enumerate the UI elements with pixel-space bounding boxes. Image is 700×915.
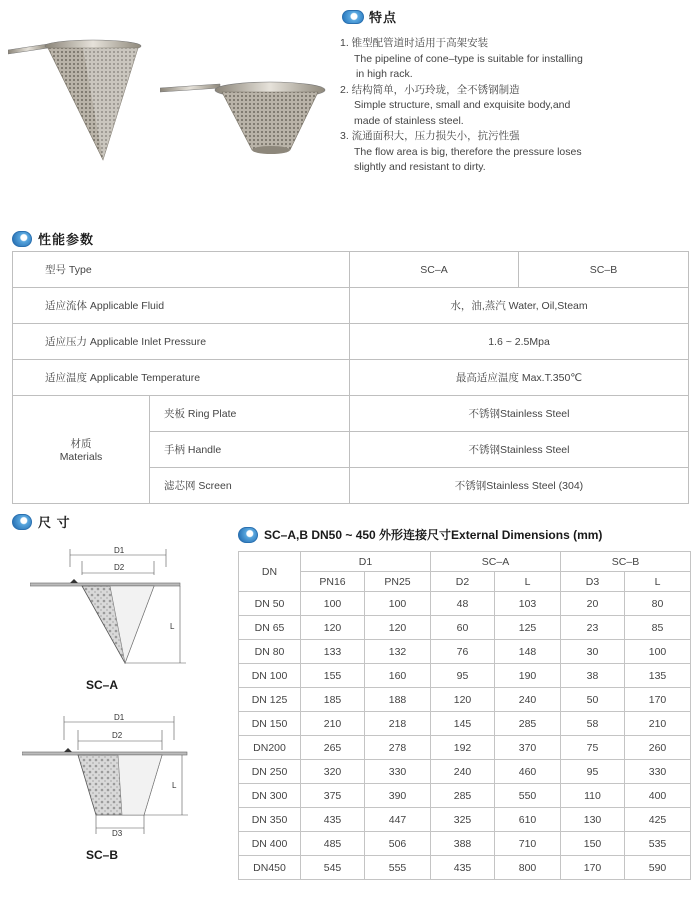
temperature-value: 最高适应温度 Max.T.350℃ xyxy=(350,360,689,396)
cell-sc-a-d2: 95 xyxy=(431,664,495,688)
cell-d1-pn25: 330 xyxy=(365,760,431,784)
header-pn16: PN16 xyxy=(301,572,365,592)
product-photo-cone-strainer xyxy=(8,30,168,165)
cell-sc-b-d3: 38 xyxy=(561,664,625,688)
cell-sc-b-d3: 170 xyxy=(561,856,625,880)
cell-d1-pn25: 555 xyxy=(365,856,431,880)
cell-sc-a-d2: 120 xyxy=(431,688,495,712)
table-row xyxy=(239,784,691,808)
cell-dn: DN 350 xyxy=(239,808,301,832)
cell-dn: DN 300 xyxy=(239,784,301,808)
blue-bullet-icon xyxy=(238,527,258,543)
type-label: 型号 Type xyxy=(13,252,350,288)
fluid-value: 水，油,蒸汽 Water, Oil,Steam xyxy=(350,288,689,324)
cell-sc-b-l: 85 xyxy=(625,616,691,640)
table-row xyxy=(239,640,691,664)
cell-sc-a-l: 550 xyxy=(495,784,561,808)
table-row xyxy=(239,616,691,640)
sc-b-d2-label: D2 xyxy=(112,731,123,740)
cell-sc-a-d2: 285 xyxy=(431,784,495,808)
performance-heading xyxy=(12,229,94,248)
screen-label: 滤芯网 Screen xyxy=(150,468,350,504)
blue-bullet-icon xyxy=(342,10,364,24)
cell-d1-pn25: 120 xyxy=(365,616,431,640)
cell-dn: DN200 xyxy=(239,736,301,760)
cell-sc-a-l: 125 xyxy=(495,616,561,640)
cell-sc-b-l: 535 xyxy=(625,832,691,856)
cell-dn: DN 400 xyxy=(239,832,301,856)
feature-line: Simple structure, small and exquisite body,and xyxy=(354,99,571,111)
header-dn: DN xyxy=(239,552,301,592)
cell-dn: DN 150 xyxy=(239,712,301,736)
dimensions-heading xyxy=(12,512,71,531)
header-d3: D3 xyxy=(561,572,625,592)
cell-dn: DN 125 xyxy=(239,688,301,712)
sc-b-d3-label: D3 xyxy=(112,829,123,838)
cell-sc-b-d3: 75 xyxy=(561,736,625,760)
cell-d1-pn16: 100 xyxy=(301,592,365,616)
cell-sc-b-l: 330 xyxy=(625,760,691,784)
cell-sc-b-d3: 23 xyxy=(561,616,625,640)
cell-sc-b-d3: 95 xyxy=(561,760,625,784)
cell-d1-pn16: 320 xyxy=(301,760,365,784)
header-pn25: PN25 xyxy=(365,572,431,592)
cell-sc-b-d3: 50 xyxy=(561,688,625,712)
cell-d1-pn16: 375 xyxy=(301,784,365,808)
cell-d1-pn16: 265 xyxy=(301,736,365,760)
cell-d1-pn16: 210 xyxy=(301,712,365,736)
cell-sc-b-l: 400 xyxy=(625,784,691,808)
cell-d1-pn16: 133 xyxy=(301,640,365,664)
performance-title: 性能参数 xyxy=(38,232,95,247)
cell-dn: DN 100 xyxy=(239,664,301,688)
handle-value: 不锈钢Stainless Steel xyxy=(350,432,689,468)
type-sc-b: SC–B xyxy=(519,252,689,288)
cell-d1-pn16: 485 xyxy=(301,832,365,856)
cell-d1-pn25: 218 xyxy=(365,712,431,736)
sc-a-l-label: L xyxy=(170,622,175,631)
table-row xyxy=(239,664,691,688)
sc-a-drawing xyxy=(30,545,200,675)
sc-a-d2-label: D2 xyxy=(114,563,125,572)
cell-sc-a-d2: 145 xyxy=(431,712,495,736)
header-l-b: L xyxy=(625,572,691,592)
cell-d1-pn16: 155 xyxy=(301,664,365,688)
ring-plate-value: 不锈钢Stainless Steel xyxy=(350,396,689,432)
cell-dn: DN 65 xyxy=(239,616,301,640)
cell-sc-b-d3: 130 xyxy=(561,808,625,832)
table-row xyxy=(239,856,691,880)
cell-dn: DN 50 xyxy=(239,592,301,616)
dimension-table xyxy=(238,551,691,880)
sc-a-caption: SC–A xyxy=(86,678,119,692)
cell-sc-b-l: 80 xyxy=(625,592,691,616)
product-photo-basket-strainer xyxy=(160,78,330,168)
table-row xyxy=(239,592,691,616)
cell-sc-b-d3: 30 xyxy=(561,640,625,664)
cell-d1-pn25: 390 xyxy=(365,784,431,808)
feature-line: slightly and resistant to dirty. xyxy=(354,161,486,173)
table-header-row xyxy=(239,572,691,592)
cell-dn: DN 250 xyxy=(239,760,301,784)
cell-sc-a-l: 460 xyxy=(495,760,561,784)
features-title: 特点 xyxy=(369,10,398,25)
cell-d1-pn25: 506 xyxy=(365,832,431,856)
cell-d1-pn25: 132 xyxy=(365,640,431,664)
cell-sc-a-l: 800 xyxy=(495,856,561,880)
cell-d1-pn16: 120 xyxy=(301,616,365,640)
cell-sc-a-l: 610 xyxy=(495,808,561,832)
cell-sc-a-l: 370 xyxy=(495,736,561,760)
cell-sc-a-l: 285 xyxy=(495,712,561,736)
table-row xyxy=(239,736,691,760)
table-row xyxy=(239,832,691,856)
cell-d1-pn16: 435 xyxy=(301,808,365,832)
cell-dn: DN450 xyxy=(239,856,301,880)
ring-plate-label: 夹板 Ring Plate xyxy=(150,396,350,432)
handle-label: 手柄 Handle xyxy=(150,432,350,468)
cell-sc-b-l: 210 xyxy=(625,712,691,736)
cell-sc-b-d3: 20 xyxy=(561,592,625,616)
dimensions-title: 尺 寸 xyxy=(38,515,71,530)
cell-sc-a-d2: 192 xyxy=(431,736,495,760)
cell-dn: DN 80 xyxy=(239,640,301,664)
cell-sc-b-l: 100 xyxy=(625,640,691,664)
feature-line: The pipeline of cone–type is suitable for installing xyxy=(354,52,583,65)
header-l-a: L xyxy=(495,572,561,592)
cell-sc-b-d3: 150 xyxy=(561,832,625,856)
feature-line: made of stainless steel. xyxy=(354,114,464,127)
materials-en: Materials xyxy=(59,451,103,463)
blue-bullet-icon xyxy=(12,514,32,530)
features-heading xyxy=(342,7,397,26)
table-row xyxy=(239,712,691,736)
cell-d1-pn25: 188 xyxy=(365,688,431,712)
cell-sc-b-l: 135 xyxy=(625,664,691,688)
cell-sc-b-l: 590 xyxy=(625,856,691,880)
type-sc-a: SC–A xyxy=(350,252,519,288)
performance-table xyxy=(12,251,689,504)
header-d1: D1 xyxy=(301,552,431,572)
cell-sc-a-d2: 388 xyxy=(431,832,495,856)
feature-line: 1. 锥型配管道时适用于高架安装 xyxy=(340,37,489,49)
cell-d1-pn25: 160 xyxy=(365,664,431,688)
cell-sc-b-d3: 110 xyxy=(561,784,625,808)
cell-d1-pn25: 278 xyxy=(365,736,431,760)
sc-b-d1-label: D1 xyxy=(114,713,125,722)
cell-sc-a-l: 103 xyxy=(495,592,561,616)
screen-value: 不锈钢Stainless Steel (304) xyxy=(350,468,689,504)
cell-sc-a-d2: 435 xyxy=(431,856,495,880)
cell-d1-pn16: 185 xyxy=(301,688,365,712)
cell-sc-a-l: 710 xyxy=(495,832,561,856)
cell-sc-a-d2: 76 xyxy=(431,640,495,664)
sc-b-l-label: L xyxy=(172,781,177,790)
table-row xyxy=(13,324,689,360)
materials-label xyxy=(13,396,150,504)
cell-d1-pn25: 100 xyxy=(365,592,431,616)
feature-line: 2. 结构简单，小巧玲珑，全不锈钢制造 xyxy=(340,83,520,96)
table-row xyxy=(239,808,691,832)
table-row xyxy=(239,688,691,712)
blue-bullet-icon xyxy=(12,231,32,247)
cell-sc-b-l: 260 xyxy=(625,736,691,760)
header-sc-a: SC–A xyxy=(431,552,561,572)
feature-line: 3. 流通面积大，压力损失小，抗污性强 xyxy=(340,130,520,142)
cell-sc-b-l: 170 xyxy=(625,688,691,712)
dim-table-heading xyxy=(238,526,602,543)
feature-line: in high rack. xyxy=(356,68,413,80)
cell-d1-pn25: 447 xyxy=(365,808,431,832)
cell-sc-a-d2: 240 xyxy=(431,760,495,784)
table-row xyxy=(13,288,689,324)
cell-sc-b-l: 425 xyxy=(625,808,691,832)
cell-sc-a-l: 240 xyxy=(495,688,561,712)
cell-sc-a-l: 148 xyxy=(495,640,561,664)
temperature-label: 适应温度 Applicable Temperature xyxy=(13,360,350,396)
table-row xyxy=(239,760,691,784)
table-row xyxy=(13,396,689,432)
fluid-label: 适应流体 Applicable Fluid xyxy=(13,288,350,324)
features-list xyxy=(340,36,680,176)
pressure-label: 适应压力 Applicable Inlet Pressure xyxy=(13,324,350,360)
cell-d1-pn16: 545 xyxy=(301,856,365,880)
header-d2: D2 xyxy=(431,572,495,592)
sc-a-d1-label: D1 xyxy=(114,546,125,555)
table-row xyxy=(13,252,689,288)
feature-line: The flow area is big, therefore the pressure loses xyxy=(354,145,582,158)
sc-b-caption: SC–B xyxy=(86,848,119,862)
sc-b-drawing xyxy=(22,710,207,845)
cell-sc-a-d2: 48 xyxy=(431,592,495,616)
header-sc-b: SC–B xyxy=(561,552,691,572)
pressure-value: 1.6 ~ 2.5Mpa xyxy=(350,324,689,360)
dim-table-title: SC–A,B DN50 ~ 450 外形连接尺寸External Dimensions (mm) xyxy=(264,528,603,542)
cell-sc-a-d2: 325 xyxy=(431,808,495,832)
table-row xyxy=(13,360,689,396)
materials-cn: 材质 xyxy=(70,438,92,450)
cell-sc-a-l: 190 xyxy=(495,664,561,688)
cell-sc-a-d2: 60 xyxy=(431,616,495,640)
cell-sc-b-d3: 58 xyxy=(561,712,625,736)
table-header-row xyxy=(239,552,691,572)
